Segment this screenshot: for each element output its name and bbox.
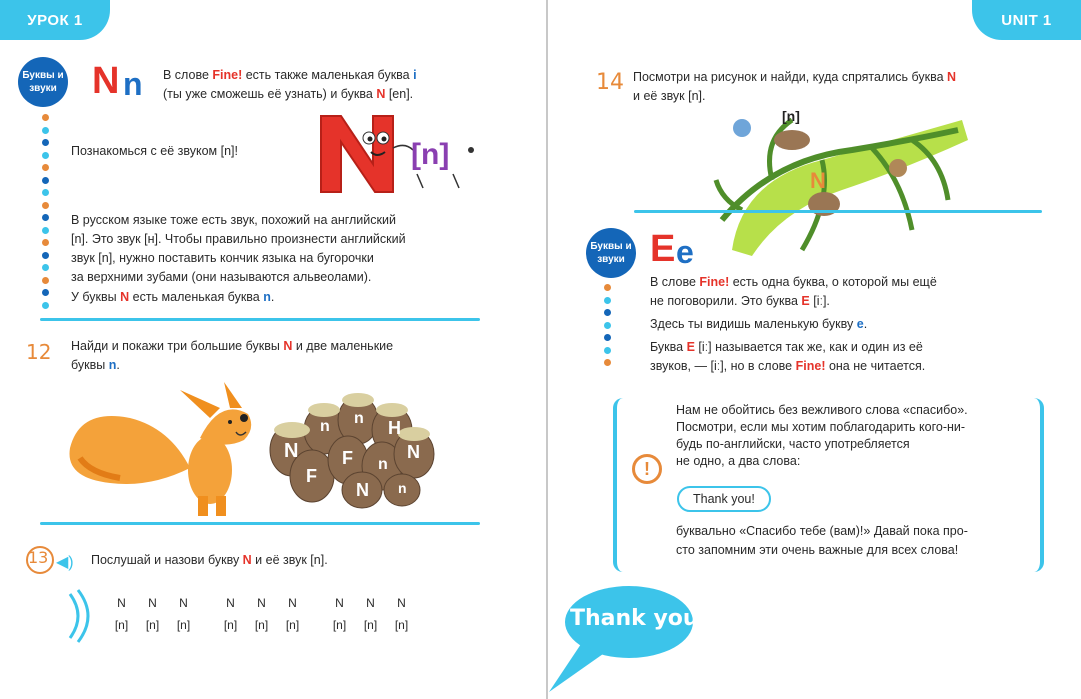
lesson-tab: УРОК 1 [0,0,110,40]
sound-waves-icon [64,588,94,647]
grid-sound: [n] [176,618,191,632]
dotted-line-left [42,114,49,309]
nut-letter: n [354,410,364,427]
big-letter-e: e [676,234,694,270]
grid-sound: [n] [145,618,160,632]
divider-left-2 [40,522,480,525]
exercise-12-number: 12 [26,340,52,364]
nut-letter: n [398,480,407,496]
letter-N-character-illustration [313,108,483,200]
exclamation-icon: ! [632,454,662,484]
fox-illustration [60,378,260,521]
grid-sound: [n] [254,618,269,632]
nut-letter: N [284,440,299,462]
grid-sound: [n] [394,618,409,632]
nut-letter: N [407,442,420,462]
nut-letter: F [342,448,353,468]
grid-letter: N [148,596,157,610]
intro-text: В слове Fine! есть также маленькая буква i (ты уже сможешь её узнать) и буква N [en]. [163,68,417,101]
big-letter-n: n [123,66,143,102]
note-text: Нам не обойтись без вежливого слова «спасибо». Посмотри, если мы хотим поблагодарить кого-ни- будь по-английски, часто употребляется не одно, а два слова: [676,403,968,468]
note-bracket-right [1030,398,1044,572]
grid-letter: N [226,596,235,610]
thank-you-pill: Thank you! [677,486,771,512]
exercise-13-text: Послушай и назови букву N и её звук [n]. [91,553,328,567]
speech-bubble [545,582,695,697]
letter-sound-grid [106,592,417,636]
grid-letter: N [335,596,344,610]
exercise-12-text: Найди и покажи три большие буквы N и две маленькие буквы n. [71,339,394,372]
small-letter-text: У буквы N есть маленькая буква n. [71,290,275,304]
grid-letter: N [179,596,188,610]
grid-sound: [n] [363,618,378,632]
tree-letter-N: N [810,168,826,193]
speaker-icon[interactable]: ◀) [56,554,74,571]
grid-letter: N [257,596,266,610]
divider-right-1 [634,210,1042,213]
grid-letter: N [117,596,126,610]
big-letter-E: E [650,228,676,270]
grid-sound: [n] [223,618,238,632]
grid-letter: N [288,596,297,610]
dotted-line-right [604,284,611,366]
bubble-text: Thank you! [570,606,709,631]
exercise-13-number: 13 [28,548,49,567]
phonetic-n-character: [n] [411,138,450,171]
grid-sound: [n] [114,618,129,632]
nut-letter: n [320,418,330,435]
divider-left-1 [40,318,480,321]
letter-e-text: В слове Fine! есть одна буква, о которой мы ещё не поговорили. Это буква E [iː]. Здесь ты видишь маленькую букву e. Буква E [iː] называется так же, как и один из её звуков, — [iː], но в слове Fine! она не читается. [650,275,937,373]
meet-sound-text: Познакомься с её звуком [n]! [71,144,238,158]
tree-phonetic: [n] [782,108,800,124]
grid-sound: [n] [285,618,300,632]
russian-sound-text: В русском языке тоже есть звук, похожий на английский [n]. Это звук [н]. Чтобы правильно произнести английский звук [n], нужно поставить кончик языка на бугорочки за верхними зубами (они называются альвеолами). [71,213,406,284]
exercise-14-text: Посмотри на рисунок и найди, куда спрятались буква N и её звук [n]. [633,70,957,103]
letters-sounds-badge: Буквы и звуки [18,57,68,107]
grid-letter: N [397,596,406,610]
letters-sounds-badge-right: Буквы и звуки [586,228,636,278]
big-letter-N: N [92,60,120,102]
grid-letter: N [366,596,375,610]
exercise-14-number: 14 [596,70,624,95]
nut-letter: H [388,418,401,438]
nuts-illustration [262,390,442,510]
nut-letter: F [306,466,317,486]
nut-letter: N [356,480,369,500]
branch-illustration [712,100,972,260]
note-bracket-left [613,398,627,572]
note-after-text: буквально «Спасибо тебе (вам)!» Давай пока про- сто запомним эти очень важные для всех слова! [676,524,968,557]
grid-sound: [n] [332,618,347,632]
nut-letter: n [378,456,388,473]
unit-tab: UNIT 1 [972,0,1081,40]
